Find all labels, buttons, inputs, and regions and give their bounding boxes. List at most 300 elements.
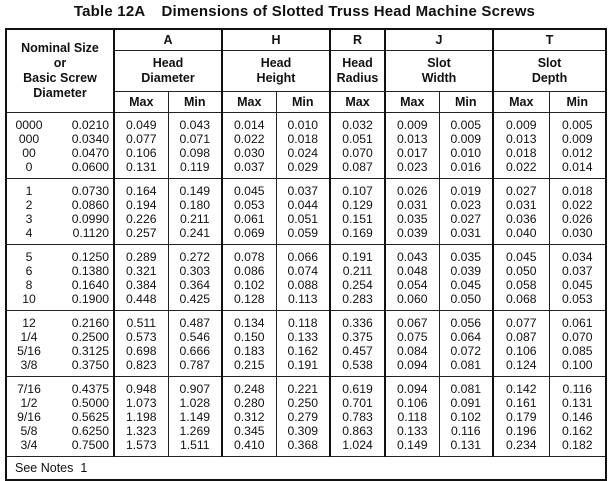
column-letter-t: T: [493, 29, 606, 51]
dimension-value: 0.077: [126, 132, 157, 146]
column-sub-min: Min: [549, 92, 606, 113]
nominal-size-header-line: Basic Screw: [23, 71, 97, 85]
dimension-value: 1.198: [126, 410, 157, 424]
column-sub-min: Min: [276, 92, 330, 113]
dimension-value: 0.086: [234, 264, 265, 278]
dimension-value: 0.336: [342, 316, 373, 330]
dimension-value: 0.179: [506, 410, 537, 424]
dimension-value: 0.783: [342, 410, 373, 424]
basic-diameter: 0.0730: [71, 184, 109, 198]
nominal-size-header-line: Nominal Size: [21, 41, 99, 55]
dimension-value: 0.364: [179, 278, 210, 292]
nominal-size-cell: [6, 245, 114, 311]
dimension-value: 0.009: [397, 118, 428, 132]
nominal-size: 1/2: [20, 396, 38, 410]
column-sub-min: Min: [168, 92, 222, 113]
dimension-value: 0.131: [126, 160, 157, 174]
dimension-value: 0.081: [450, 382, 481, 396]
dimension-value: 0.050: [506, 264, 537, 278]
basic-diameter: 0.2500: [71, 330, 109, 344]
nominal-size: 12: [22, 316, 36, 330]
value-cell: [493, 377, 549, 457]
dimensions-table: [5, 28, 607, 481]
table-header: [6, 29, 606, 113]
dimension-value: 0.072: [450, 344, 481, 358]
nominal-size-entry: [7, 226, 113, 240]
dimension-value: 0.018: [562, 184, 593, 198]
dimension-value: 0.067: [397, 316, 428, 330]
notes-row: [6, 457, 606, 481]
column-letter-a: A: [114, 29, 222, 51]
dimension-value: 0.321: [126, 264, 157, 278]
nominal-size: 3/4: [20, 438, 38, 452]
nominal-size-entry: [7, 278, 113, 292]
nominal-size-entry: [7, 118, 113, 132]
table-title-text: Dimensions of Slotted Truss Head Machine Screws: [161, 3, 536, 20]
column-name-h: [222, 51, 330, 92]
dimension-value: 0.045: [562, 278, 593, 292]
basic-diameter: 0.1380: [71, 264, 109, 278]
value-cell: [330, 179, 385, 245]
dimension-value: 0.100: [562, 358, 593, 372]
dimension-value: 0.211: [342, 264, 373, 278]
dimension-value: 0.787: [179, 358, 210, 372]
size-group-row: [6, 311, 606, 377]
value-cell: [549, 377, 606, 457]
dimension-value: 0.410: [234, 438, 265, 452]
dimension-value: 0.102: [234, 278, 265, 292]
dimension-value: 0.027: [450, 212, 481, 226]
nominal-size-entry: [7, 212, 113, 226]
size-group-row: [6, 113, 606, 179]
dimension-value: 1.024: [342, 438, 373, 452]
dimension-value: 0.131: [562, 396, 593, 410]
dimension-value: 0.118: [397, 410, 428, 424]
dimension-value: 0.017: [397, 146, 428, 160]
column-name-line: Head: [260, 56, 292, 70]
dimension-value: 0.031: [397, 198, 428, 212]
dimension-value: 0.289: [126, 250, 157, 264]
dimension-value: 0.116: [450, 424, 481, 438]
value-cell: [330, 245, 385, 311]
dimension-value: 0.023: [397, 160, 428, 174]
dimension-value: 0.211: [179, 212, 210, 226]
nominal-size-entry: [7, 358, 113, 372]
dimension-value: 0.511: [126, 316, 157, 330]
column-letter-r: R: [330, 29, 385, 51]
dimension-value: 0.182: [562, 438, 593, 452]
column-sub-max: Max: [222, 92, 276, 113]
value-cell: [222, 179, 276, 245]
dimension-value: 0.030: [234, 146, 265, 160]
nominal-size-header: [6, 29, 114, 113]
basic-diameter: 0.1640: [71, 278, 109, 292]
value-cell: [114, 377, 168, 457]
dimension-value: 0.701: [342, 396, 373, 410]
dimension-value: 0.129: [342, 198, 373, 212]
value-cell: [439, 311, 493, 377]
dimension-value: 0.257: [126, 226, 157, 240]
dimension-value: 0.149: [179, 184, 210, 198]
basic-diameter: 0.1120: [72, 226, 109, 240]
nominal-size: 6: [25, 264, 33, 278]
dimension-value: 0.666: [179, 344, 210, 358]
dimension-value: 0.071: [179, 132, 210, 146]
dimension-value: 0.106: [126, 146, 157, 160]
dimension-value: 0.164: [126, 184, 157, 198]
value-cell: [222, 311, 276, 377]
dimension-value: 0.074: [287, 264, 318, 278]
value-cell: [222, 377, 276, 457]
dimension-value: 0.075: [397, 330, 428, 344]
nominal-size: 5/8: [20, 424, 38, 438]
basic-diameter: 0.0600: [71, 160, 109, 174]
value-cell: [493, 311, 549, 377]
dimension-value: 0.183: [234, 344, 265, 358]
dimension-value: 0.013: [506, 132, 537, 146]
column-name-t: [493, 51, 606, 92]
dimension-value: 0.283: [342, 292, 373, 306]
dimension-value: 0.196: [506, 424, 537, 438]
dimension-value: 0.191: [287, 358, 318, 372]
nominal-size-cell: [6, 179, 114, 245]
nominal-size: 10: [22, 292, 36, 306]
dimension-value: 0.029: [287, 160, 318, 174]
value-cell: [549, 245, 606, 311]
dimension-value: 0.014: [562, 160, 593, 174]
nominal-size-entry: [7, 292, 113, 306]
dimension-value: 0.053: [234, 198, 265, 212]
nominal-size-entry: [7, 184, 113, 198]
value-cell: [168, 245, 222, 311]
dimension-value: 0.698: [126, 344, 157, 358]
value-cell: [114, 311, 168, 377]
dimension-value: 0.012: [562, 146, 593, 160]
header-row-letters: [6, 29, 606, 51]
dimension-value: 0.094: [397, 382, 428, 396]
basic-diameter: 0.6250: [71, 424, 109, 438]
value-cell: [114, 179, 168, 245]
column-name-r: [330, 51, 385, 92]
dimension-value: 0.022: [506, 160, 537, 174]
dimension-value: 0.045: [506, 250, 537, 264]
nominal-size: 7/16: [17, 382, 41, 396]
dimension-value: 0.215: [234, 358, 265, 372]
dimension-value: 0.051: [342, 132, 373, 146]
dimension-value: 0.128: [234, 292, 265, 306]
nominal-size-entry: [7, 198, 113, 212]
column-name-line: Head: [152, 56, 184, 70]
column-name-line: Diameter: [141, 71, 195, 85]
dimension-value: 0.040: [506, 226, 537, 240]
column-name-line: Slot: [537, 56, 562, 70]
dimension-value: 0.037: [562, 264, 593, 278]
dimension-value: 0.091: [450, 396, 481, 410]
dimension-value: 0.142: [506, 382, 537, 396]
dimension-value: 0.107: [342, 184, 373, 198]
dimension-value: 0.032: [342, 118, 373, 132]
dimension-value: 0.022: [562, 198, 593, 212]
notes-number: 1: [80, 461, 88, 475]
value-cell: [385, 113, 439, 179]
dimension-value: 1.028: [179, 396, 210, 410]
dimension-value: 0.048: [397, 264, 428, 278]
column-sub-min: Min: [439, 92, 493, 113]
value-cell: [493, 113, 549, 179]
basic-diameter: 0.7500: [71, 438, 109, 452]
basic-diameter: 0.1250: [71, 250, 109, 264]
column-name-j: [385, 51, 493, 92]
value-cell: [276, 113, 330, 179]
dimension-value: 0.081: [450, 358, 481, 372]
dimension-value: 0.272: [179, 250, 210, 264]
dimension-value: 0.039: [450, 264, 481, 278]
basic-diameter: 0.3750: [71, 358, 109, 372]
nominal-size: 00: [22, 146, 36, 160]
dimension-value: 0.116: [562, 382, 593, 396]
nominal-size-entry: [7, 410, 113, 424]
nominal-size-entry: [7, 132, 113, 146]
value-cell: [330, 311, 385, 377]
dimension-value: 1.573: [126, 438, 157, 452]
dimension-value: 0.013: [397, 132, 428, 146]
nominal-size-cell: [6, 377, 114, 457]
column-name-line: Height: [256, 71, 296, 85]
dimension-value: 0.005: [450, 118, 481, 132]
nominal-size-header-line: or: [53, 56, 67, 70]
dimension-value: 0.118: [287, 316, 318, 330]
nominal-size: 0000: [15, 118, 43, 132]
basic-diameter: 0.2160: [71, 316, 109, 330]
dimension-value: 0.044: [287, 198, 318, 212]
value-cell: [549, 179, 606, 245]
dimension-value: 0.060: [397, 292, 428, 306]
nominal-size-entry: [7, 438, 113, 452]
dimension-value: 1.269: [179, 424, 210, 438]
column-name-line: Width: [421, 71, 457, 85]
dimension-value: 0.131: [450, 438, 481, 452]
dimension-value: 0.151: [342, 212, 373, 226]
value-cell: [330, 377, 385, 457]
dimension-value: 0.248: [234, 382, 265, 396]
basic-diameter: 0.1900: [71, 292, 109, 306]
dimension-value: 1.511: [179, 438, 210, 452]
dimension-value: 1.323: [126, 424, 157, 438]
notes-cell: [6, 457, 606, 481]
dimension-value: 0.043: [397, 250, 428, 264]
nominal-size-entry: [7, 316, 113, 330]
dimension-value: 0.180: [179, 198, 210, 212]
value-cell: [276, 377, 330, 457]
value-cell: [114, 113, 168, 179]
dimension-value: 0.037: [234, 160, 265, 174]
dimension-value: 0.303: [179, 264, 210, 278]
column-name-line: Depth: [531, 71, 568, 85]
dimension-value: 0.009: [562, 132, 593, 146]
dimension-value: 0.035: [397, 212, 428, 226]
value-cell: [493, 245, 549, 311]
dimension-value: 0.068: [506, 292, 537, 306]
column-sub-max: Max: [114, 92, 168, 113]
dimension-value: 0.085: [562, 344, 593, 358]
dimension-value: 0.056: [450, 316, 481, 330]
dimension-value: 0.113: [287, 292, 318, 306]
column-sub-max: Max: [493, 92, 549, 113]
dimension-value: 0.312: [234, 410, 265, 424]
dimension-value: 0.023: [450, 198, 481, 212]
nominal-size: 5: [25, 250, 33, 264]
value-cell: [385, 179, 439, 245]
value-cell: [439, 113, 493, 179]
dimension-value: 0.005: [562, 118, 593, 132]
dimension-value: 0.019: [450, 184, 481, 198]
notes-label: See Notes: [15, 461, 74, 475]
nominal-size-entry: [7, 424, 113, 438]
dimension-value: 0.031: [506, 198, 537, 212]
dimension-value: 0.161: [506, 396, 537, 410]
dimension-value: 0.053: [562, 292, 593, 306]
size-group-row: [6, 179, 606, 245]
dimension-value: 0.345: [234, 424, 265, 438]
dimension-value: 0.250: [287, 396, 318, 410]
dimension-value: 0.009: [450, 132, 481, 146]
value-cell: [493, 179, 549, 245]
dimension-value: 0.169: [342, 226, 373, 240]
dimension-value: 0.077: [506, 316, 537, 330]
value-cell: [549, 113, 606, 179]
basic-diameter: 0.0860: [71, 198, 109, 212]
dimension-value: 0.045: [234, 184, 265, 198]
dimension-value: 0.573: [126, 330, 157, 344]
value-cell: [385, 245, 439, 311]
dimension-value: 0.119: [179, 160, 210, 174]
dimension-value: 0.026: [397, 184, 428, 198]
dimension-value: 0.823: [126, 358, 157, 372]
value-cell: [168, 179, 222, 245]
dimension-value: 0.254: [342, 278, 373, 292]
nominal-size-entry: [7, 330, 113, 344]
column-name-line: Slot: [427, 56, 451, 70]
dimension-value: 0.309: [287, 424, 318, 438]
dimension-value: 0.061: [562, 316, 593, 330]
value-cell: [168, 113, 222, 179]
value-cell: [276, 311, 330, 377]
column-sub-max: Max: [385, 92, 439, 113]
dimension-value: 0.050: [450, 292, 481, 306]
nominal-size: 1/4: [20, 330, 38, 344]
nominal-size-entry: [7, 160, 113, 174]
dimension-value: 0.948: [126, 382, 157, 396]
dimension-value: 0.031: [450, 226, 481, 240]
dimension-value: 0.194: [126, 198, 157, 212]
dimension-value: 0.088: [287, 278, 318, 292]
dimension-value: 0.226: [126, 212, 157, 226]
basic-diameter: 0.0210: [71, 118, 109, 132]
dimension-value: 0.061: [234, 212, 265, 226]
nominal-size-header-line: Diameter: [33, 86, 87, 100]
dimension-value: 0.045: [450, 278, 481, 292]
value-cell: [276, 179, 330, 245]
dimension-value: 0.106: [397, 396, 428, 410]
nominal-size-cell: [6, 113, 114, 179]
dimension-value: 0.425: [179, 292, 210, 306]
dimension-value: 0.035: [450, 250, 481, 264]
size-group-row: [6, 377, 606, 457]
dimension-value: 1.073: [126, 396, 157, 410]
dimension-value: 0.069: [234, 226, 265, 240]
dimension-value: 0.094: [397, 358, 428, 372]
dimension-value: 0.191: [342, 250, 373, 264]
dimension-value: 0.098: [179, 146, 210, 160]
value-cell: [330, 113, 385, 179]
dimension-value: 0.027: [506, 184, 537, 198]
dimension-value: 0.059: [287, 226, 318, 240]
basic-diameter: 0.0340: [71, 132, 109, 146]
nominal-size: 1: [25, 184, 33, 198]
value-cell: [222, 113, 276, 179]
column-letter-j: J: [385, 29, 493, 51]
dimension-value: 0.907: [179, 382, 210, 396]
dimension-value: 0.024: [287, 146, 318, 160]
dimension-value: 0.375: [342, 330, 373, 344]
dimension-value: 0.221: [287, 382, 318, 396]
column-sub-max: Max: [330, 92, 385, 113]
dimension-value: 0.146: [562, 410, 593, 424]
dimension-value: 0.241: [179, 226, 210, 240]
nominal-size: 4: [25, 226, 33, 240]
value-cell: [549, 311, 606, 377]
dimension-value: 0.026: [562, 212, 593, 226]
dimension-value: 0.010: [287, 118, 318, 132]
dimension-value: 0.487: [179, 316, 210, 330]
size-group-row: [6, 245, 606, 311]
dimension-value: 0.279: [287, 410, 318, 424]
nominal-size-entry: [7, 396, 113, 410]
table-body: [6, 113, 606, 481]
nominal-size: 5/16: [17, 344, 41, 358]
dimension-value: 0.058: [506, 278, 537, 292]
nominal-size: 9/16: [17, 410, 41, 424]
value-cell: [114, 245, 168, 311]
nominal-size: 2: [25, 198, 33, 212]
dimension-value: 0.368: [287, 438, 318, 452]
dimension-value: 0.162: [287, 344, 318, 358]
dimension-value: 0.018: [287, 132, 318, 146]
column-name-a: [114, 51, 222, 92]
basic-diameter: 0.4375: [71, 382, 109, 396]
basic-diameter: 0.3125: [71, 344, 109, 358]
basic-diameter: 0.5625: [71, 410, 109, 424]
dimension-value: 0.030: [562, 226, 593, 240]
dimension-value: 0.037: [287, 184, 318, 198]
dimension-value: 0.863: [342, 424, 373, 438]
value-cell: [222, 245, 276, 311]
basic-diameter: 0.0990: [71, 212, 109, 226]
nominal-size: 8: [25, 278, 33, 292]
value-cell: [168, 377, 222, 457]
dimension-value: 0.034: [562, 250, 593, 264]
dimension-value: 0.010: [450, 146, 481, 160]
dimension-value: 0.054: [397, 278, 428, 292]
dimension-value: 0.546: [179, 330, 210, 344]
value-cell: [385, 377, 439, 457]
dimension-value: 0.087: [506, 330, 537, 344]
nominal-size-entry: [7, 344, 113, 358]
dimension-value: 0.448: [126, 292, 157, 306]
nominal-size-entry: [7, 146, 113, 160]
dimension-value: 0.133: [287, 330, 318, 344]
dimension-value: 0.084: [397, 344, 428, 358]
